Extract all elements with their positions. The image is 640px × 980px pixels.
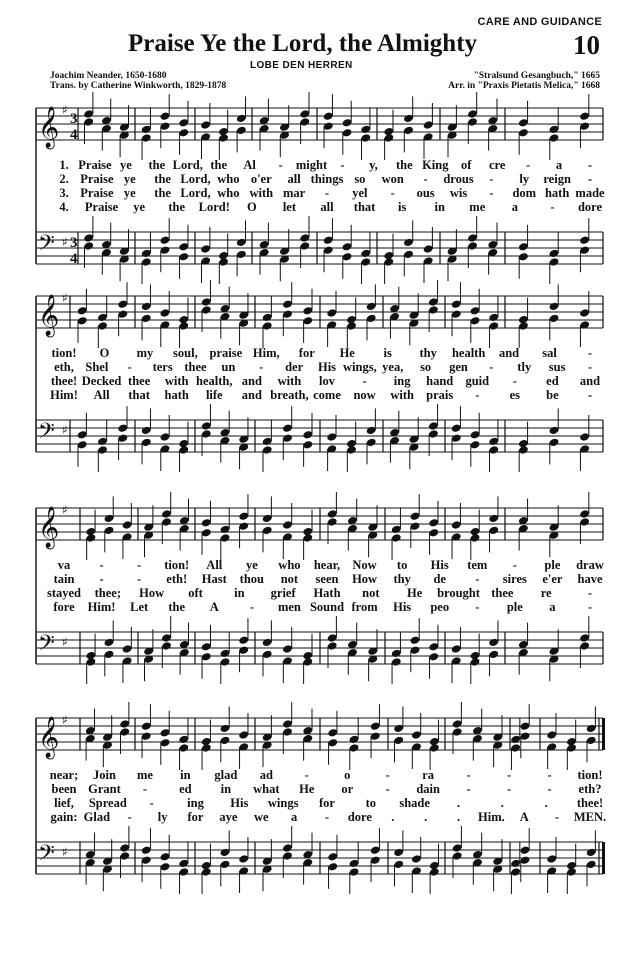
lyric-syllable: praise	[209, 346, 243, 360]
lyric-line	[0, 346, 640, 360]
lyric-syllable: fore	[53, 600, 75, 614]
lyric-line	[0, 768, 640, 782]
lyric-syllable: with	[277, 374, 302, 388]
lyric-syllable: He	[299, 782, 315, 796]
lyric-syllable: let	[282, 200, 297, 214]
lyric-syllable: sires	[502, 572, 527, 586]
treble-clef-icon: 𝄞	[38, 507, 60, 548]
lyric-syllable: a	[555, 158, 563, 172]
lyric-syllable: Al	[243, 158, 256, 172]
lyric-syllable: of	[461, 158, 472, 172]
lyric-syllable: who	[278, 558, 301, 572]
lyric-syllable: me	[136, 768, 153, 782]
lyric-syllable: -	[259, 360, 264, 374]
arrangement-credit: Arr. in "Praxis Pietatis Melica," 1668	[448, 81, 600, 91]
lyric-syllable: -	[506, 768, 512, 782]
lyric-syllable: -	[587, 600, 593, 614]
lyric-syllable: o	[344, 768, 351, 782]
lyric-line	[0, 558, 640, 572]
bass-clef-icon: 𝄢	[38, 841, 55, 871]
lyric-syllable: -	[324, 810, 330, 824]
lyric-syllable: Praise	[80, 172, 114, 186]
lyric-syllable: .	[456, 796, 461, 810]
lyric-syllable: ye	[133, 200, 146, 214]
lyric-syllable: in	[434, 200, 445, 214]
treble-clef-icon: 𝄞	[38, 717, 60, 758]
lyric-syllable: shade	[399, 796, 430, 810]
lyric-syllable: Hast	[201, 572, 227, 586]
lyric-syllable: wis	[449, 186, 468, 200]
key-signature-sharp-icon: ♯	[62, 291, 68, 305]
key-signature-sharp-icon: ♯	[62, 503, 68, 517]
lyric-syllable: ra	[422, 768, 435, 782]
lyric-syllable: O	[99, 346, 110, 360]
lyric-syllable: yel	[352, 186, 368, 200]
lyric-syllable: e'er	[542, 572, 563, 586]
bass-clef-icon: 𝄢	[38, 419, 55, 449]
lyric-syllable: -	[423, 172, 428, 186]
lyric-syllable: my	[136, 346, 154, 360]
lyric-syllable: for	[187, 810, 204, 824]
lyric-line	[0, 600, 640, 614]
lyric-syllable: a	[291, 810, 298, 824]
lyric-syllable: lov	[319, 374, 335, 388]
lyric-syllable: .	[391, 810, 395, 824]
lyric-syllable: va	[57, 558, 71, 572]
lyric-syllable: -	[475, 388, 480, 402]
lyric-syllable: .	[424, 810, 428, 824]
lyric-syllable: -	[555, 810, 560, 824]
lyric-syllable: for	[298, 346, 315, 360]
lyric-syllable: a	[511, 200, 518, 214]
lyric-syllable: drous	[443, 172, 474, 186]
lyric-syllable: Now	[352, 558, 377, 572]
lyric-syllable: have	[577, 572, 603, 586]
lyric-line	[0, 360, 640, 374]
lyric-syllable: -	[137, 572, 142, 586]
lyric-syllable: and	[241, 374, 262, 388]
lyric-syllable: reign	[543, 172, 571, 186]
lyric-syllable: -	[324, 186, 330, 200]
treble-clef-icon: 𝄞	[38, 295, 60, 336]
lyric-line	[0, 388, 640, 402]
lyric-syllable: re	[540, 586, 552, 600]
lyric-syllable: King	[422, 158, 449, 172]
lyric-syllable: been	[51, 782, 77, 796]
lyric-syllable: stayed	[46, 586, 82, 600]
lyric-syllable: the	[396, 158, 413, 172]
lyric-syllable: dain	[416, 782, 440, 796]
lyric-syllable: Praise	[84, 200, 119, 214]
lyric-syllable: tion!	[577, 768, 603, 782]
lyric-line	[0, 186, 640, 200]
lyric-syllable: ing	[393, 374, 411, 388]
lyric-syllable: ye	[123, 172, 136, 186]
lyric-syllable: -	[489, 172, 494, 186]
lyric-syllable: thy	[419, 346, 437, 360]
lyric-syllable: -	[475, 600, 480, 614]
lyric-syllable: 1.	[59, 158, 69, 172]
lyric-syllable: so	[420, 360, 432, 374]
lyric-syllable: breath,	[270, 388, 309, 402]
lyric-syllable: with	[390, 388, 414, 402]
lyric-line	[0, 782, 640, 796]
lyric-syllable: -	[587, 388, 593, 402]
lyric-syllable: Praise	[78, 158, 112, 172]
lyric-syllable: for	[319, 796, 335, 810]
lyric-syllable: the	[168, 600, 186, 614]
lyric-syllable: His	[230, 796, 249, 810]
lyric-syllable: in	[180, 768, 191, 782]
lyric-syllable: ye	[123, 186, 136, 200]
lyric-syllable: tion!	[164, 558, 190, 572]
lyric-syllable: life	[205, 388, 223, 402]
lyric-syllable: guid	[465, 374, 490, 388]
lyric-syllable: es	[509, 388, 521, 402]
lyric-syllable: things	[310, 172, 344, 186]
final-barline-thick	[602, 718, 605, 750]
lyric-syllable: ing	[187, 796, 204, 810]
lyric-syllable: the	[154, 172, 171, 186]
lyric-syllable: to	[396, 558, 408, 572]
lyric-syllable: .	[500, 796, 504, 810]
lyric-syllable: what	[253, 782, 280, 796]
lyric-syllable: ple	[544, 558, 561, 572]
lyric-syllable: sal	[542, 346, 557, 360]
lyric-syllable: de	[433, 572, 446, 586]
lyric-line	[0, 810, 640, 824]
lyric-syllable: ad	[259, 768, 273, 782]
key-signature-sharp-icon: ♯	[62, 845, 68, 859]
lyric-syllable: hear,	[313, 558, 341, 572]
lyric-syllable: -	[278, 158, 283, 172]
lyric-syllable: Him!	[50, 388, 78, 402]
lyric-syllable: 3.	[59, 186, 69, 200]
lyric-syllable: o'er	[250, 172, 272, 186]
lyric-syllable: lief,	[54, 796, 74, 810]
time-signature-top: 3	[70, 235, 78, 251]
lyric-syllable: -	[550, 200, 555, 214]
lyric-syllable: eth!	[166, 572, 188, 586]
lyric-syllable: the	[168, 200, 186, 214]
lyric-syllable: 2.	[59, 172, 69, 186]
lyric-syllable: won	[381, 172, 404, 186]
lyric-syllable: -	[587, 586, 593, 600]
lyric-syllable: and	[241, 388, 262, 402]
lyric-syllable: thy	[393, 572, 411, 586]
lyric-syllable: dore	[577, 200, 603, 214]
lyric-syllable: the	[210, 158, 228, 172]
lyric-syllable: tain	[53, 572, 75, 586]
lyric-syllable: -	[547, 768, 552, 782]
hymn-title: Praise Ye the Lord, the Almighty	[128, 30, 478, 57]
lyric-syllable: thee	[128, 374, 151, 388]
lyric-syllable: .	[456, 810, 461, 824]
lyric-syllable: the	[148, 158, 166, 172]
lyric-syllable: Lord,	[172, 158, 203, 172]
final-barline-thick	[602, 842, 605, 874]
lyric-syllable: a	[549, 600, 556, 614]
lyric-syllable: A	[519, 810, 529, 824]
lyric-syllable: tem	[467, 558, 488, 572]
lyric-syllable: seen	[315, 572, 339, 586]
lyric-syllable: -	[142, 782, 148, 796]
lyric-syllable: thee;	[94, 586, 122, 600]
lyric-syllable: He	[339, 346, 355, 360]
lyric-syllable: All	[93, 388, 110, 402]
lyric-syllable: His	[317, 360, 337, 374]
lyric-syllable: Decked	[81, 374, 122, 388]
lyric-syllable: A	[209, 600, 219, 614]
lyric-syllable: wings	[267, 796, 299, 810]
lyric-syllable: Hath	[313, 586, 341, 600]
lyric-syllable: glad	[214, 768, 238, 782]
time-signature-top: 3	[70, 111, 78, 127]
lyric-syllable: -	[466, 782, 471, 796]
lyric-syllable: -	[489, 360, 494, 374]
lyric-syllable: eth?	[578, 782, 602, 796]
lyric-syllable: dore	[347, 810, 372, 824]
lyric-syllable: Him.	[478, 810, 505, 824]
lyric-syllable: un	[221, 360, 236, 374]
lyric-syllable: -	[512, 558, 517, 572]
lyric-syllable: -	[587, 158, 593, 172]
lyric-syllable: aye	[219, 810, 238, 824]
lyric-syllable: now	[353, 388, 376, 402]
lyric-syllable: thee	[491, 586, 514, 600]
lyric-syllable: He	[407, 586, 423, 600]
lyric-syllable: MEN.	[573, 810, 607, 824]
lyric-syllable: prais	[426, 388, 454, 402]
lyric-syllable: Him!	[87, 600, 116, 614]
lyric-syllable: -	[512, 374, 517, 388]
lyric-syllable: in	[220, 782, 232, 796]
lyric-syllable: How	[139, 586, 165, 600]
lyric-line	[0, 586, 640, 600]
lyric-line	[0, 572, 640, 586]
lyric-syllable: and	[498, 346, 520, 360]
lyric-syllable: and	[579, 374, 601, 388]
lyric-syllable: gen	[449, 360, 468, 374]
lyric-syllable: Grant	[88, 782, 121, 796]
author-credit: Joachim Neander, 1650-1680	[50, 71, 167, 81]
lyric-syllable: -	[587, 172, 593, 186]
lyric-syllable: -	[340, 158, 345, 172]
lyric-syllable: not	[280, 572, 299, 586]
lyric-syllable: hand	[426, 374, 454, 388]
time-signature-bottom: 4	[70, 127, 78, 143]
source-credit: "Stralsund Gesangbuch," 1665	[473, 71, 600, 81]
lyric-syllable: men	[277, 600, 301, 614]
lyric-syllable: -	[526, 158, 531, 172]
lyric-syllable: from	[351, 600, 378, 614]
lyric-syllable: come	[313, 388, 341, 402]
lyric-syllable: 4.	[59, 200, 69, 214]
lyric-syllable: all	[287, 172, 301, 186]
lyric-syllable: His	[393, 600, 412, 614]
lyric-syllable: that	[128, 388, 150, 402]
lyric-syllable: Sound	[309, 600, 345, 614]
lyric-syllable: ye	[119, 158, 132, 172]
lyric-syllable: -	[149, 796, 154, 810]
section-heading: CARE AND GUIDANCE	[477, 16, 602, 28]
translator-credit: Trans. by Catherine Winkworth, 1829-1878	[50, 81, 227, 91]
lyric-line	[0, 200, 640, 214]
lyric-syllable: be	[546, 388, 559, 402]
lyric-syllable: -	[304, 768, 309, 782]
lyric-syllable: -	[99, 558, 104, 572]
lyric-syllable: gain:	[50, 810, 78, 824]
lyric-syllable: all	[320, 200, 334, 214]
lyric-syllable: -	[587, 360, 593, 374]
lyric-syllable: thee!	[576, 796, 604, 810]
tune-name: LOBE DEN HERREN	[250, 60, 353, 71]
lyric-syllable: -	[137, 558, 142, 572]
lyric-syllable: thee!	[50, 374, 78, 388]
lyric-syllable: His	[430, 558, 449, 572]
lyric-syllable: -	[362, 374, 367, 388]
lyric-syllable: in	[234, 586, 245, 600]
lyric-syllable: cre	[488, 158, 506, 172]
lyric-syllable: draw	[576, 558, 604, 572]
lyric-syllable: Praise	[80, 186, 114, 200]
lyric-syllable: Lord,	[180, 172, 211, 186]
lyric-syllable: Glad	[83, 810, 111, 824]
lyric-syllable: hath	[164, 388, 189, 402]
lyric-syllable: that	[353, 200, 376, 214]
lyric-syllable: .	[544, 796, 548, 810]
lyric-syllable: wings,	[343, 360, 377, 374]
lyric-line	[0, 796, 640, 810]
key-signature-sharp-icon: ♯	[62, 235, 68, 249]
lyric-syllable: mar	[283, 186, 306, 200]
lyric-syllable: ed	[179, 782, 192, 796]
lyric-syllable: ters	[152, 360, 173, 374]
lyric-syllable: made	[575, 186, 605, 200]
lyric-syllable: Spread	[88, 796, 127, 810]
lyric-line	[0, 374, 640, 388]
lyric-syllable: -	[506, 782, 512, 796]
lyric-syllable: -	[489, 186, 494, 200]
lyric-syllable: to	[365, 796, 377, 810]
lyric-syllable: -	[249, 600, 254, 614]
lyric-syllable: me	[469, 200, 486, 214]
lyric-syllable: tion!	[51, 346, 77, 360]
lyric-syllable: -	[127, 360, 132, 374]
lyric-line	[0, 158, 640, 172]
lyric-syllable: -	[587, 346, 593, 360]
lyric-syllable: grief	[270, 586, 296, 600]
lyric-syllable: Join	[92, 768, 116, 782]
key-signature-sharp-icon: ♯	[62, 635, 68, 649]
lyric-syllable: ple	[506, 600, 523, 614]
lyric-syllable: -	[127, 810, 132, 824]
lyric-syllable: ly	[519, 172, 530, 186]
treble-clef-icon: 𝄞	[38, 107, 60, 148]
lyric-line	[0, 172, 640, 186]
lyric-syllable: Lord!	[198, 200, 230, 214]
lyric-syllable: O	[246, 200, 257, 214]
time-signature-bottom: 4	[70, 251, 78, 267]
lyric-syllable: hath	[544, 186, 570, 200]
lyric-syllable: -	[385, 768, 390, 782]
hymn-number: 10	[573, 30, 600, 60]
lyric-syllable: might	[295, 158, 328, 172]
lyric-syllable: Let	[130, 600, 149, 614]
key-signature-sharp-icon: ♯	[62, 713, 68, 727]
lyric-syllable: dom	[512, 186, 537, 200]
lyric-syllable: brought	[437, 586, 480, 600]
key-signature-sharp-icon: ♯	[62, 103, 68, 117]
lyric-syllable: y,	[369, 158, 378, 172]
lyric-syllable: ed	[546, 374, 559, 388]
lyric-syllable: All	[206, 558, 223, 572]
lyric-syllable: ous	[416, 186, 435, 200]
lyric-syllable: Him,	[252, 346, 280, 360]
lyric-syllable: der	[285, 360, 304, 374]
lyric-syllable: peo	[430, 600, 450, 614]
lyric-syllable: with	[249, 186, 274, 200]
lyric-syllable: Lord,	[180, 186, 211, 200]
lyric-syllable: near;	[49, 768, 79, 782]
lyric-syllable: eth,	[54, 360, 74, 374]
lyric-syllable: thou	[239, 572, 265, 586]
lyric-syllable: so	[354, 172, 366, 186]
lyric-syllable: not	[362, 586, 380, 600]
lyric-syllable: -	[547, 782, 552, 796]
lyric-syllable: -	[385, 782, 390, 796]
lyric-syllable: tly	[517, 360, 532, 374]
lyric-syllable: Shel	[85, 360, 109, 374]
lyric-syllable: ly	[157, 810, 168, 824]
lyric-syllable: ye	[245, 558, 258, 572]
lyric-syllable: health,	[196, 374, 233, 388]
lyric-syllable: is	[383, 346, 392, 360]
lyric-syllable: yea,	[382, 360, 404, 374]
lyric-syllable: soul,	[173, 346, 198, 360]
lyric-syllable: is	[397, 200, 407, 214]
lyric-syllable: the	[154, 186, 171, 200]
bass-clef-icon: 𝄢	[38, 231, 55, 261]
lyric-syllable: -	[390, 186, 395, 200]
lyric-syllable: who	[217, 172, 240, 186]
lyric-syllable: we	[253, 810, 269, 824]
key-signature-sharp-icon: ♯	[62, 423, 68, 437]
lyric-syllable: thee	[184, 360, 207, 374]
lyric-syllable: who	[217, 186, 240, 200]
lyric-syllable: -	[466, 768, 471, 782]
lyric-syllable: -	[99, 572, 104, 586]
lyric-syllable: How	[352, 572, 378, 586]
bass-clef-icon: 𝄢	[38, 631, 55, 661]
lyric-syllable: or	[341, 782, 354, 796]
lyric-syllable: sus	[548, 360, 566, 374]
lyric-syllable: with	[164, 374, 189, 388]
lyric-syllable: oft	[188, 586, 203, 600]
lyric-syllable: health	[451, 346, 486, 360]
lyric-syllable: -	[475, 572, 480, 586]
